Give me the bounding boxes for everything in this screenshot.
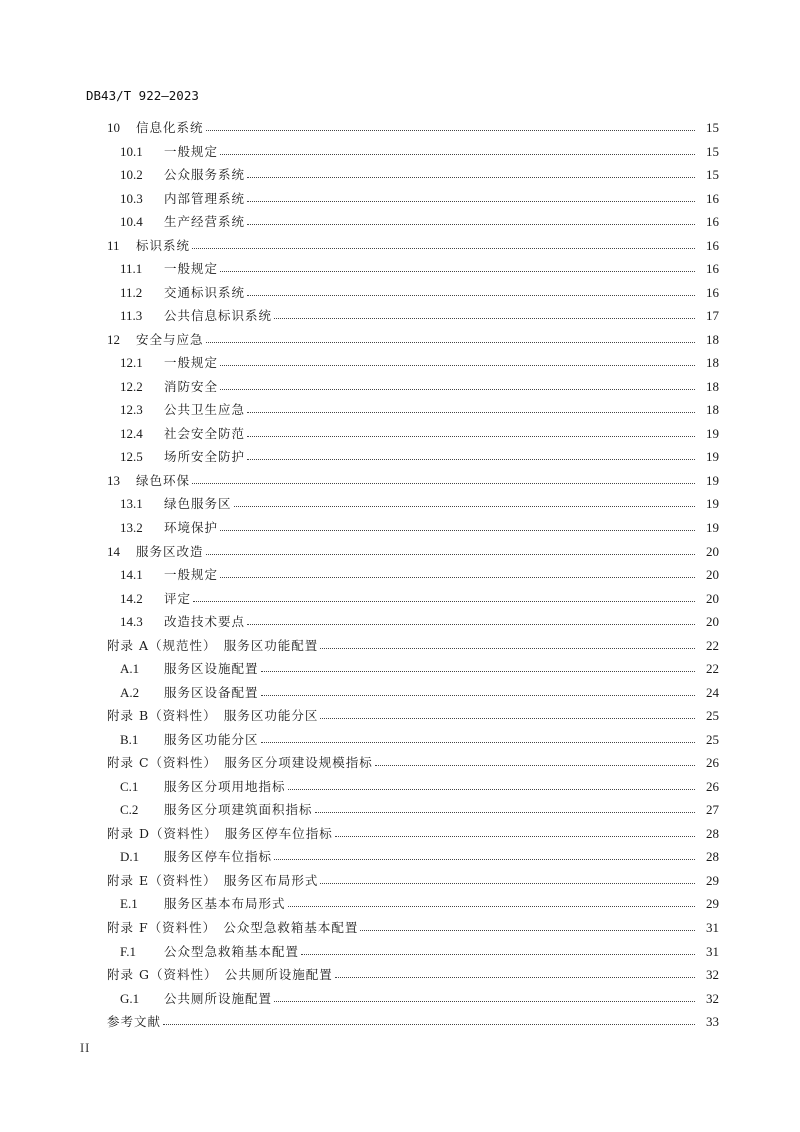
toc-entry-title: 改造技术要点 xyxy=(164,614,246,629)
toc-entry-number: 12.3 xyxy=(120,402,143,417)
toc-entry[interactable] xyxy=(107,118,695,138)
toc-entry-number: 11.3 xyxy=(120,308,143,323)
toc-entry-title: 消防安全 xyxy=(164,379,219,394)
toc-entry-title: 公众型急救箱基本配置 xyxy=(164,944,300,959)
toc-entry-page: 19 xyxy=(706,473,719,488)
toc-entry-page: 22 xyxy=(706,661,719,676)
dot-leader xyxy=(318,871,695,891)
toc-entry-page: 25 xyxy=(706,732,719,747)
toc-entry-title: 公共卫生应急 xyxy=(164,402,246,417)
dot-leader xyxy=(190,471,695,491)
toc-entry-number: 14.1 xyxy=(120,567,143,582)
toc-entry-page: 24 xyxy=(706,685,719,700)
toc-entry-number: 10.4 xyxy=(120,214,143,229)
toc-entry[interactable] xyxy=(107,871,695,891)
dot-leader xyxy=(161,1012,695,1032)
toc-entry[interactable] xyxy=(120,165,695,185)
toc-entry-title: 一般规定 xyxy=(164,144,219,159)
toc-entry[interactable] xyxy=(120,894,695,914)
dot-leader xyxy=(318,636,695,656)
toc-entry-number: 10.1 xyxy=(120,144,143,159)
dot-leader xyxy=(218,565,695,585)
toc-entry-number: 11 xyxy=(107,238,120,253)
toc-entry-page: 15 xyxy=(706,120,719,135)
dot-leader xyxy=(218,353,695,373)
toc-entry-number: C.1 xyxy=(120,779,139,794)
toc-entry-number: 12 xyxy=(107,332,120,347)
toc-entry-page: 26 xyxy=(706,779,719,794)
toc-entry-page: 16 xyxy=(706,261,719,276)
dot-leader xyxy=(272,847,695,867)
dot-leader xyxy=(218,377,695,397)
toc-entry-page: 25 xyxy=(706,708,719,723)
dot-leader xyxy=(333,965,695,985)
toc-entry-title: 服务区设备配置 xyxy=(164,685,259,700)
dot-leader xyxy=(259,730,695,750)
toc-entry-page: 20 xyxy=(706,591,719,606)
toc-entry-title: 一般规定 xyxy=(164,261,219,276)
toc-entry-title: 绿色环保 xyxy=(136,473,191,488)
toc-entry-number: G.1 xyxy=(120,991,140,1006)
dot-leader xyxy=(232,494,695,514)
toc-entry-number: E.1 xyxy=(120,896,138,911)
dot-leader xyxy=(259,683,695,703)
toc-entry-title: 安全与应急 xyxy=(136,332,204,347)
toc-entry[interactable] xyxy=(120,447,695,467)
toc-entry-page: 16 xyxy=(706,285,719,300)
toc-entry-number: 12.5 xyxy=(120,449,143,464)
dot-leader xyxy=(245,189,695,209)
toc-entry-page: 28 xyxy=(706,849,719,864)
toc-entry-title: 场所安全防护 xyxy=(164,449,246,464)
toc-entry[interactable] xyxy=(107,330,695,350)
toc-entry[interactable] xyxy=(120,589,695,609)
toc-entry-title: 内部管理系统 xyxy=(164,191,246,206)
toc-entry[interactable] xyxy=(120,683,695,703)
toc-entry[interactable] xyxy=(107,824,695,844)
toc-entry[interactable] xyxy=(120,659,695,679)
toc-entry[interactable] xyxy=(107,542,695,562)
dot-leader xyxy=(204,542,695,562)
toc-entry-title: 附录 C（资料性） 服务区分项建设规模指标 xyxy=(107,755,373,770)
toc-entry[interactable] xyxy=(107,636,695,656)
toc-entry[interactable] xyxy=(120,777,695,797)
toc-entry[interactable] xyxy=(120,942,695,962)
page-number-footer: II xyxy=(80,1041,91,1055)
toc-entry-title: 标识系统 xyxy=(136,238,191,253)
toc-entry[interactable] xyxy=(120,353,695,373)
toc-entry-page: 20 xyxy=(706,614,719,629)
dot-leader xyxy=(245,400,695,420)
toc-entry[interactable] xyxy=(120,259,695,279)
dot-leader xyxy=(245,612,695,632)
toc-entry-page: 32 xyxy=(706,967,719,982)
toc-entry-title: 公共厕所设施配置 xyxy=(164,991,273,1006)
toc-entry-title: 公众服务系统 xyxy=(164,167,246,182)
toc-entry[interactable] xyxy=(120,283,695,303)
dot-leader xyxy=(190,236,695,256)
toc-entry[interactable] xyxy=(120,377,695,397)
dot-leader xyxy=(286,777,695,797)
toc-entry-title: 交通标识系统 xyxy=(164,285,246,300)
toc-entry-page: 15 xyxy=(706,167,719,182)
toc-entry-page: 19 xyxy=(706,426,719,441)
standard-code-header: DB43/T 922—2023 xyxy=(86,88,199,103)
toc-entry-title: 附录 E（资料性） 服务区布局形式 xyxy=(107,873,319,888)
dot-leader xyxy=(245,424,695,444)
toc-entry-number: 12.2 xyxy=(120,379,143,394)
toc-entry-title: 服务区分项建筑面积指标 xyxy=(164,802,313,817)
toc-entry-page: 31 xyxy=(706,920,719,935)
toc-entry-title: 服务区停车位指标 xyxy=(164,849,273,864)
dot-leader xyxy=(218,142,695,162)
toc-entry[interactable] xyxy=(120,847,695,867)
toc-entry-title: 服务区改造 xyxy=(136,544,204,559)
toc-entry-number: 13.1 xyxy=(120,496,143,511)
toc-entry-number: D.1 xyxy=(120,849,140,864)
toc-entry-title: 服务区设施配置 xyxy=(164,661,259,676)
toc-entry-number: 11.2 xyxy=(120,285,143,300)
toc-entry[interactable] xyxy=(120,400,695,420)
toc-entry[interactable] xyxy=(120,565,695,585)
toc-entry-number: 12.1 xyxy=(120,355,143,370)
toc-entry-number: 14 xyxy=(107,544,120,559)
toc-entry-number: B.1 xyxy=(120,732,139,747)
dot-leader xyxy=(358,918,695,938)
toc-entry-number: 11.1 xyxy=(120,261,143,276)
toc-entry-page: 18 xyxy=(706,402,719,417)
toc-entry[interactable] xyxy=(120,424,695,444)
dot-leader xyxy=(272,989,695,1009)
toc-entry-page: 19 xyxy=(706,496,719,511)
toc-entry-number: F.1 xyxy=(120,944,136,959)
toc-entry-number: 13.2 xyxy=(120,520,143,535)
toc-entry-number: 10 xyxy=(107,120,120,135)
toc-entry[interactable] xyxy=(107,471,695,491)
toc-entry[interactable] xyxy=(120,730,695,750)
dot-leader xyxy=(191,589,695,609)
dot-leader xyxy=(286,894,695,914)
toc-entry-page: 16 xyxy=(706,238,719,253)
dot-leader xyxy=(218,518,695,538)
dot-leader xyxy=(318,706,695,726)
toc-entry[interactable] xyxy=(107,753,695,773)
toc-entry-number: 12.4 xyxy=(120,426,143,441)
dot-leader xyxy=(259,659,695,679)
toc-entry-title: 服务区分项用地指标 xyxy=(164,779,286,794)
toc-entry[interactable] xyxy=(120,989,695,1009)
toc-entry-title: 一般规定 xyxy=(164,567,219,582)
toc-entry-title: 服务区功能分区 xyxy=(164,732,259,747)
toc-entry-title: 信息化系统 xyxy=(136,120,204,135)
toc-entry-page: 20 xyxy=(706,544,719,559)
toc-entry-title: 社会安全防范 xyxy=(164,426,246,441)
toc-entry[interactable] xyxy=(107,1012,695,1032)
toc-entry[interactable] xyxy=(120,189,695,209)
dot-leader xyxy=(245,212,695,232)
toc-entry-page: 19 xyxy=(706,449,719,464)
toc-entry-page: 18 xyxy=(706,355,719,370)
dot-leader xyxy=(204,330,695,350)
toc-entry-page: 18 xyxy=(706,379,719,394)
dot-leader xyxy=(373,753,695,773)
toc-entry-title: 一般规定 xyxy=(164,355,219,370)
toc-entry-number: 10.3 xyxy=(120,191,143,206)
toc-entry-page: 27 xyxy=(706,802,719,817)
toc-entry[interactable] xyxy=(120,612,695,632)
toc-entry-title: 附录 A（规范性） 服务区功能配置 xyxy=(107,638,319,653)
toc-entry-number: 14.2 xyxy=(120,591,143,606)
toc-entry[interactable] xyxy=(120,518,695,538)
toc-entry-page: 22 xyxy=(706,638,719,653)
toc-entry[interactable] xyxy=(120,494,695,514)
toc-entry-number: 10.2 xyxy=(120,167,143,182)
toc-entry-page: 28 xyxy=(706,826,719,841)
dot-leader xyxy=(218,259,695,279)
toc-entry[interactable] xyxy=(107,918,695,938)
dot-leader xyxy=(313,800,695,820)
toc-entry-number: A.2 xyxy=(120,685,140,700)
toc-entry[interactable] xyxy=(120,212,695,232)
toc-entry-page: 33 xyxy=(706,1014,719,1029)
dot-leader xyxy=(299,942,695,962)
toc-entry-title: 评定 xyxy=(164,591,192,606)
toc-entry-title: 附录 F（资料性） 公众型急救箱基本配置 xyxy=(107,920,359,935)
toc-entry-page: 31 xyxy=(706,944,719,959)
toc-entry-title: 附录 G（资料性） 公共厕所设施配置 xyxy=(107,967,333,982)
toc-entry[interactable] xyxy=(120,142,695,162)
toc-entry-page: 20 xyxy=(706,567,719,582)
toc-entry-title: 服务区基本布局形式 xyxy=(164,896,286,911)
toc-entry-page: 17 xyxy=(706,308,719,323)
toc-entry-page: 15 xyxy=(706,144,719,159)
toc-entry-page: 32 xyxy=(706,991,719,1006)
toc-entry-number: 14.3 xyxy=(120,614,143,629)
toc-entry-title: 附录 D（资料性） 服务区停车位指标 xyxy=(107,826,333,841)
toc-entry-page: 16 xyxy=(706,214,719,229)
toc-entry[interactable] xyxy=(107,706,695,726)
toc-entry[interactable] xyxy=(120,800,695,820)
toc-entry-page: 26 xyxy=(706,755,719,770)
toc-entry-title: 参考文献 xyxy=(107,1014,162,1029)
toc-entry-page: 29 xyxy=(706,873,719,888)
toc-entry-page: 29 xyxy=(706,896,719,911)
toc-entry-title: 生产经营系统 xyxy=(164,214,246,229)
toc-entry[interactable] xyxy=(107,965,695,985)
toc-entry-page: 18 xyxy=(706,332,719,347)
toc-entry[interactable] xyxy=(107,236,695,256)
dot-leader xyxy=(272,306,695,326)
dot-leader xyxy=(245,283,695,303)
toc-entry-page: 19 xyxy=(706,520,719,535)
toc-entry-number: C.2 xyxy=(120,802,139,817)
toc-entry-page: 16 xyxy=(706,191,719,206)
dot-leader xyxy=(333,824,695,844)
toc-entry-title: 附录 B（资料性） 服务区功能分区 xyxy=(107,708,319,723)
toc-entry-title: 绿色服务区 xyxy=(164,496,232,511)
dot-leader xyxy=(245,447,695,467)
toc-entry-title: 环境保护 xyxy=(164,520,219,535)
toc-entry-number: A.1 xyxy=(120,661,140,676)
toc-entry-number: 13 xyxy=(107,473,120,488)
dot-leader xyxy=(245,165,695,185)
toc-entry[interactable] xyxy=(120,306,695,326)
dot-leader xyxy=(204,118,695,138)
toc-entry-title: 公共信息标识系统 xyxy=(164,308,273,323)
